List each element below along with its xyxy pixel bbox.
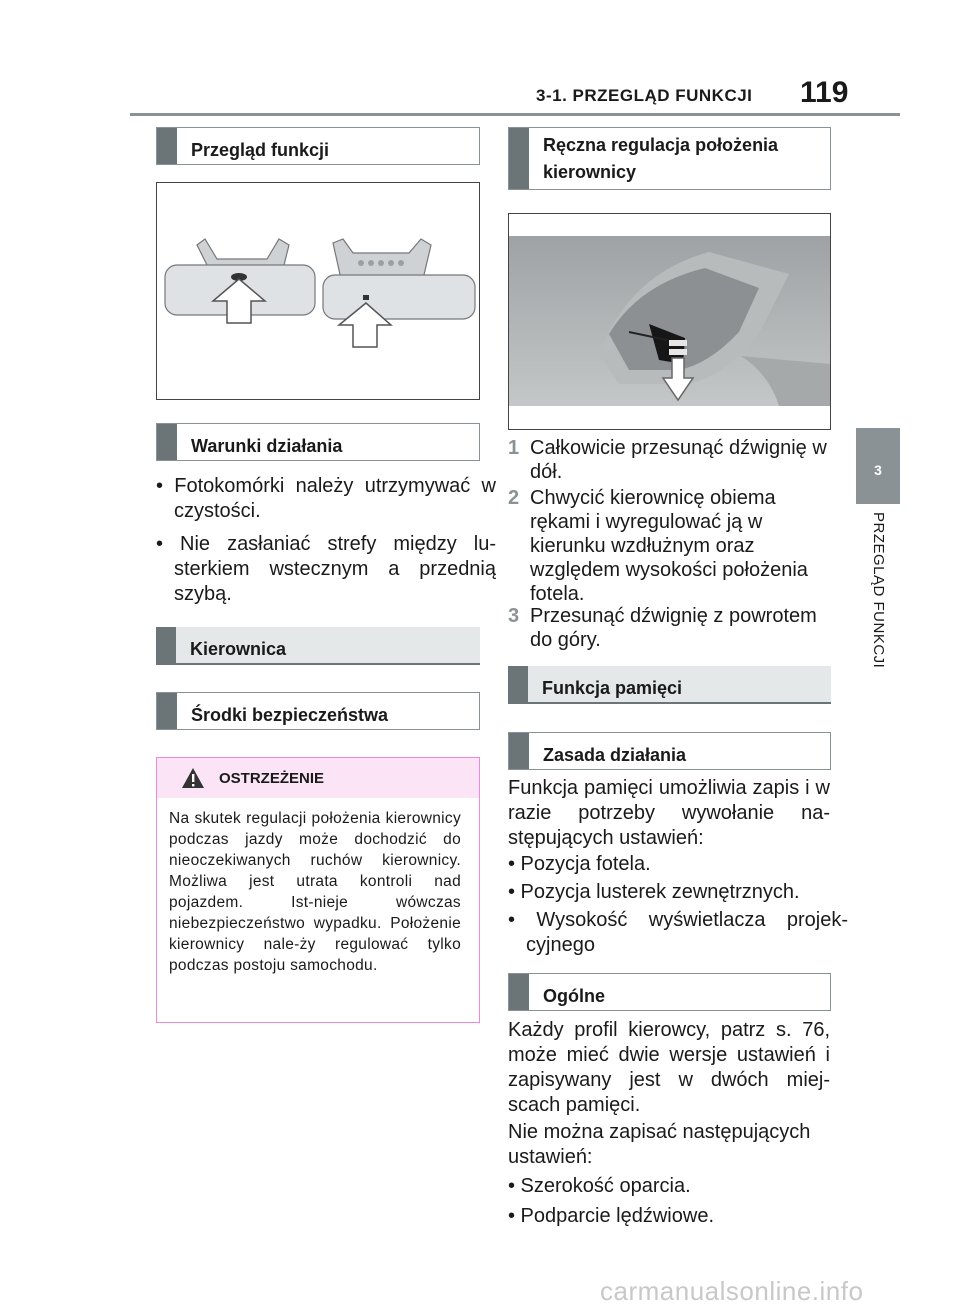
chapter-tab-label: PRZEGLĄD FUNKCJI	[870, 512, 887, 669]
warning-title: OSTRZEŻENIE	[219, 769, 325, 787]
step-text: Całkowicie przesunąć dźwignię w dół.	[530, 437, 827, 483]
list-item: • Fotokomórki należy utrzymywać w czystości.	[156, 475, 496, 522]
step-text: Chwycić kierownicę obiema rękami i wyregulować ją w kierunku wzdłużnym oraz względem wysokości położenia fotela.	[530, 487, 808, 605]
section-heading-ogolne: Ogólne	[508, 973, 831, 1011]
warning-header	[157, 758, 479, 798]
warning-triangle-icon	[181, 767, 205, 789]
ogolne-paragraph-1: Każdy profil kierowcy, patrz s. 76, może mieć dwie wersje ustawień i zapisywany jest w dwóch miej-scach pamięci.	[508, 1019, 830, 1116]
section-heading-warunki: Warunki działania	[156, 423, 480, 461]
step-number: 3	[508, 605, 520, 627]
rear-view-mirror-illustration	[157, 183, 479, 399]
running-header-section: 3-1. PRZEGLĄD FUNKCJI	[536, 86, 753, 105]
steering-lever-photo	[509, 214, 830, 429]
section-heading-kierownica: Kierownica	[156, 627, 480, 665]
list-item: • Podparcie lędźwiowe.	[508, 1205, 714, 1227]
section-heading-przeglad: Przegląd funkcji	[156, 127, 480, 165]
page-number: 119	[800, 76, 849, 109]
watermark: carmanualsonline.info	[600, 1276, 864, 1306]
section-heading-funkcja-pamieci: Funkcja pamięci	[508, 666, 831, 704]
list-item: • Pozycja lusterek zewnętrznych.	[508, 881, 800, 903]
list-item: • Nie zasłaniać strefy między lu-sterkiem wstecznym a przednią szybą.	[156, 533, 496, 605]
warning-text: Na skutek regulacji położenia kierownicy podczas jazdy może dochodzić do nieoczekiwanych ruchów kierownicy. Możliwa jest utrata kontroli nad pojazdem. Ist-nieje wówczas niebezpieczeństwo wypadku. Położenie kierownicy nale-ży regulować tylko podczas postoju samochodu.	[169, 810, 461, 974]
step-text: Przesunąć dźwignię z powrotem do góry.	[530, 605, 817, 651]
chapter-tab-number: 3	[856, 428, 900, 504]
section-heading-reczna-regulacja: Ręczna regulacja położenia kierownicy	[508, 127, 831, 190]
mirror-figure	[156, 182, 480, 400]
step-item	[508, 604, 830, 652]
section-heading-srodki: Środki bezpieczeństwa	[156, 692, 480, 730]
section-heading-zasada: Zasada działania	[508, 732, 831, 770]
step-number: 2	[508, 487, 520, 509]
warning-box	[156, 757, 480, 1023]
steering-lever-figure	[508, 213, 831, 430]
step-item	[508, 436, 830, 484]
zasada-paragraph: Funkcja pamięci umożliwia zapis i w razie potrzeby wywołanie na-stępujących ustawień:	[508, 777, 830, 849]
step-number: 1	[508, 437, 520, 459]
list-item: • Wysokość wyświetlacza projek-cyjnego	[508, 909, 848, 956]
list-item: • Pozycja fotela.	[508, 853, 651, 875]
header-rule	[130, 113, 900, 116]
ogolne-paragraph-2: Nie można zapisać następujących ustawień:	[508, 1121, 811, 1168]
list-item: • Szerokość oparcia.	[508, 1175, 691, 1197]
step-item	[508, 486, 830, 606]
